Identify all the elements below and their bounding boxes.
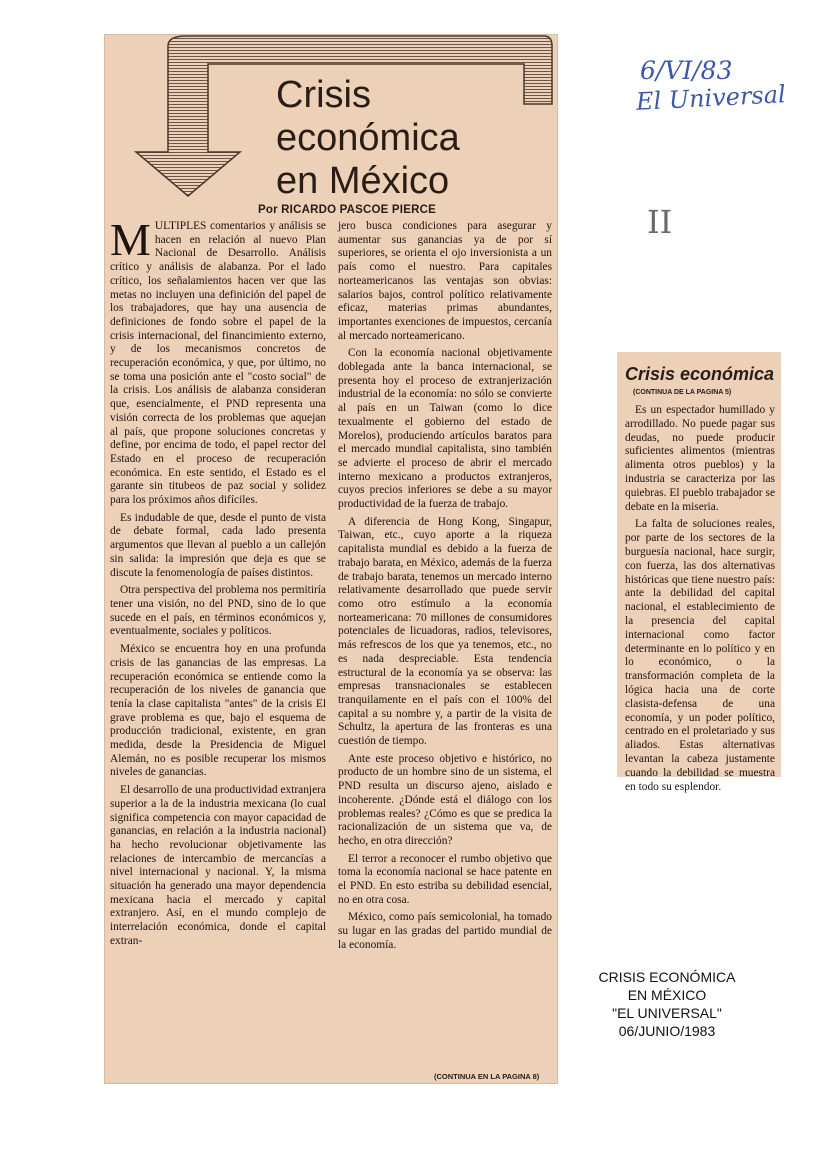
newspaper-clipping-main <box>104 34 558 1084</box>
newspaper-clipping-continuation <box>617 352 781 793</box>
handwritten-date: 6/VI/83 <box>640 56 733 85</box>
archive-label-line-3: "EL UNIVERSAL" <box>612 1005 722 1021</box>
paragraph: La falta de soluciones reales, por parte de los sectores de la burguesía nacional, hace surgir, con fuerza, las dos alternativas históricas que tiene nuestro país: ante la debilidad del capital nacional, el establecimiento de la presencia del capital internacional como factor determinante en lo político y en lo económico, o la transformación completa de la lógica hacia una de corte clasista-defensa de una economía, y un poder político, centrado en el proletariado y sus aliados. Estas alternativas levantan la cabeza justamente cuando la debilidad se muestra en todo su esplendor. <box>625 518 775 793</box>
paragraph: Es indudable de que, desde el punto de vista de debate formal, cada lado presenta argumentos que llevan al pueblo a un callejón sin salida: la impresión que deja es que se discute la fenomenología de países distintos. <box>110 511 326 579</box>
archive-label-line-4: 06/JUNIO/1983 <box>618 1023 716 1039</box>
archive-label-line-1: CRISIS ECONÓMICA <box>598 969 736 985</box>
continuation-subtitle: (CONTINUA DE LA PAGINA 5) <box>633 389 732 396</box>
archive-label <box>578 968 756 1040</box>
paragraph: El terror a reconocer el rumbo objetivo que toma la economía nacional se hace patente en el PND. En esto estriba su debilidad esencial, no en otra cosa. <box>338 852 552 906</box>
article-column-1 <box>110 214 326 953</box>
continued-note: (CONTINUA EN LA PAGINA 8) <box>434 1072 540 1081</box>
handwritten-source: El Universal <box>635 80 787 116</box>
paragraph: Es un espectador humillado y arrodillado. No puede pagar sus deudas, no puede producir suficientes alimentos (mientras alimenta otros pueblos) y la industria se caracteriza por las quiebras. El pueblo trabajador se debate en la miseria. <box>625 404 775 513</box>
headline-line-3: en México <box>276 160 450 202</box>
paragraph: jero busca condiciones para asegurar y aumentar sus ganancias ya de por sí superiores, se orienta el ojo inversionista a un país como el nuestro. Para capitales norteamericanos las ventajas son obvias: salarios bajos, control político relativamente eficaz, materias primas abundantes, importantes exenciones de impuestos, cercanía al mercado norteamericano. <box>338 220 552 342</box>
paragraph: El desarrollo de una productividad extranjera superior a la de la industria mexicana (lo cual significa competencia con mayor capacidad de ganancias, en relación a la industria nacional) ha hecho revolucionar objetivamente las relaciones de intercambio de mercancías a nivel internacional y nacional. Y, la misma situación ha generado una mayor dependencia mexicana hacia el mercado y capital extranjero. Así, en el mundo complejo de interrelación económica, donde el capital extran- <box>110 784 326 947</box>
paragraph: Con la economía nacional objetivamente doblegada ante la banca internacional, se presenta hoy el proceso de extranjerización industrial de la economía: no sólo se convierte al país en un Taiwan (como lo dice texualmente el gobierno del estado de Morelos), produciendo artículos baratos para el mercado mundial capitalista, sino también se advierte el proceso de abrir el mercado interno mexicano a productos extranjeros, cuyos precios inferiores se debe a su mayor productividad de la fuerza de trabajo. <box>338 347 552 511</box>
byline: Por RICARDO PASCOE PIERCE <box>258 204 436 216</box>
paragraph: A diferencia de Hong Kong, Singapur, Taiwan, etc., cuyo aporte a la riqueza capitalista mundial es debido a la fuerza de trabajo barata, en México, además de la fuerza de trabajo barata, tenemos un mercado interno relativamente desarrollado que puede servir como otro estímulo a la economía norteamericana: 70 millones de consumidores potenciales de licuadoras, radios, televisores, más refrescos de los que ya tenemos, etc., no es nada despreciable. Esta tendencia estructural de la economía ya se observa: las empresas transnacionales se establecen tranquilamente en el país con el 100% del capital a su nombre y, a partir de la visita de Schultz, la apertura de las fronteras es una cuestión de tiempo. <box>338 515 552 748</box>
paragraph: Ante este proceso objetivo e histórico, no producto de un hombre sino de un sistema, el PND resulta un discurso ajeno, aislado e incoherente. ¿Dónde está el diálogo con los problemas reales? ¿Cómo es que se predica la racionalización de un sistema que va, de hecho, en otra dirección? <box>338 752 552 847</box>
paragraph: MULTIPLES comentarios y análisis se hacen en relación al nuevo Plan Nacional de Desarrollo. Análisis crítico y análisis de alabanza. Por el lado crítico, los señalamientos hacen ver que las metas no incluyen una definición del papel de los trabajadores, que hay una ausencia de definiciones de fondo sobre el papel de la crisis internacional, del financimiento externo, y de los mecanismos concretos de recuperación económica, y que, por último, no se toma una posición ante el "costo social" de la crisis. Los análisis de alabanza consideran que, esencialmente, el PND representa una visión correcta de los problemas que aquejan al país, que propone soluciones concretas y define, por encima de todo, el papel rector del Estado en el proceso de recuperación económica. En este sentido, el Estado es el garante sin titubeos de paz social y solidez para los próximos años difíciles. <box>110 214 326 507</box>
paragraph: México, como país semicolonial, ha tomado su lugar en las gradas del partido mundial de la economía. <box>338 911 552 951</box>
roman-numeral-mark: II <box>647 203 673 241</box>
continuation-title: Crisis económica <box>625 364 775 384</box>
paragraph: Otra perspectiva del problema nos permitiría tener una visión, no del PND, sino de lo que sucede en el país, en términos económicos y, eventualmente, sociales y políticos. <box>110 584 326 638</box>
paragraph: México se encuentra hoy en una profunda crisis de las ganancias de las empresas. La recuperación económica se entiende como la recuperación de los niveles de ganancia que tenía la clase capitalista "antes" de la crisis El grave problema es que, bajo el esquema de producción tradicional, existente, en gran medida, desde la Presidencia de Miguel Alemán, no es posible recuperar los mismos niveles de ganancias. <box>110 643 326 779</box>
headline-line-1: Crisis <box>276 74 371 116</box>
drop-cap: M <box>110 214 151 265</box>
archive-label-line-2: EN MÉXICO <box>627 987 707 1003</box>
continuation-text <box>625 404 775 798</box>
headline <box>276 74 548 203</box>
article-column-2 <box>338 220 552 957</box>
headline-line-2: económica <box>276 117 460 159</box>
